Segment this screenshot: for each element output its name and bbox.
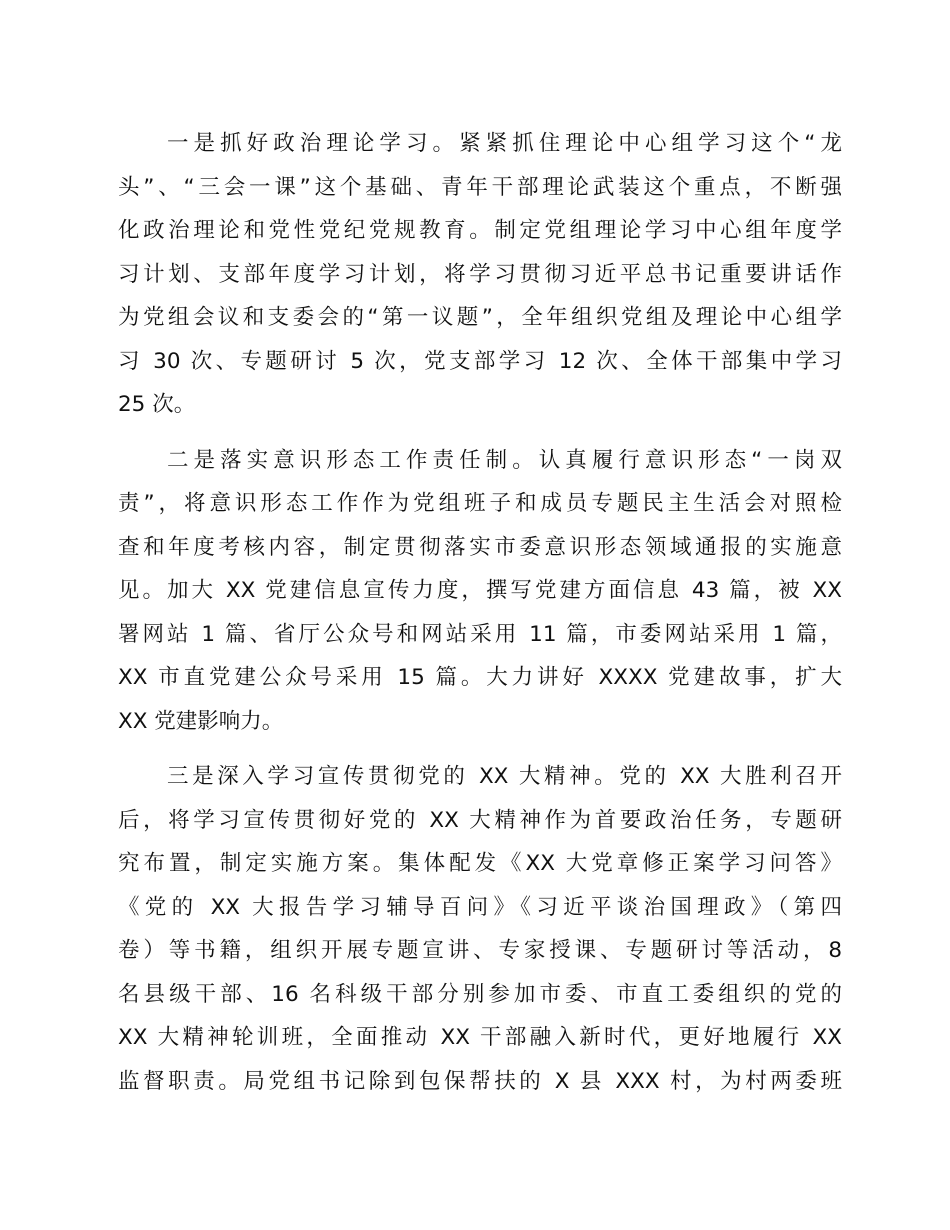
text-line: XX 大精神轮训班，全面推动 XX 干部融入新时代，更好地履行 XX bbox=[118, 1025, 842, 1050]
paragraph-spacer bbox=[118, 743, 842, 755]
text-line: 习 30 次、专题研讨 5 次，党支部学习 12 次、全体干部集中学习 bbox=[118, 348, 842, 374]
text-line: 25 次。 bbox=[118, 392, 196, 417]
text-line: 二是落实意识形态工作责任制。认真履行意识形态“一岗双 bbox=[167, 447, 842, 473]
paragraph-ideology-responsibility bbox=[118, 439, 842, 744]
text-line: 查和年度考核内容，制定贯彻落实市委意识形态领域通报的实施意 bbox=[118, 534, 842, 560]
text-line: 为党组会议和支委会的“第一议题”，全年组织党组及理论中心组学 bbox=[118, 305, 842, 330]
paragraph-spacer bbox=[118, 427, 842, 439]
text-line: 见。加大 XX 党建信息宣传力度，撰写党建方面信息 43 篇，被 XX bbox=[118, 578, 842, 603]
text-line: 一是抓好政治理论学习。紧紧抓住理论中心组学习这个“龙 bbox=[167, 131, 842, 156]
text-line: 监督职责。局党组书记除到包保帮扶的 X 县 XXX 村，为村两委班 bbox=[118, 1068, 842, 1094]
text-line: 头”、“三会一课”这个基础、青年干部理论武装这个重点，不断强 bbox=[118, 174, 842, 200]
text-line: 责”，将意识形态工作作为党组班子和成员专题民主生活会对照检 bbox=[118, 491, 842, 516]
text-line: XX 党建影响力。 bbox=[118, 708, 284, 734]
text-line: 究布置，制定实施方案。集体配发《XX 大党章修正案学习问答》 bbox=[118, 851, 842, 876]
text-line: XX 市直党建公众号采用 15 篇。大力讲好 XXXX 党建故事，扩大 bbox=[118, 665, 842, 690]
text-line: 卷）等书籍，组织开展专题宣讲、专家授课、专题研讨等活动，8 bbox=[118, 938, 842, 963]
text-line: 名县级干部、16 名科级干部分别参加市委、市直工委组织的党的 bbox=[118, 981, 842, 1007]
text-line: 三是深入学习宣传贯彻党的 XX 大精神。党的 XX 大胜利召开 bbox=[167, 764, 842, 789]
text-line: 《党的 XX 大报告学习辅导百问》《习近平谈治国理政》（第四 bbox=[118, 894, 842, 920]
paragraph-congress-spirit bbox=[118, 755, 842, 1103]
text-line: 署网站 1 篇、省厅公众号和网站采用 11 篇，市委网站采用 1 篇， bbox=[118, 621, 842, 647]
text-line: 化政治理论和党性党纪党规教育。制定党组理论学习中心组年度学 bbox=[118, 218, 842, 243]
text-line: 后，将学习宣传贯彻好党的 XX 大精神作为首要政治任务，专题研 bbox=[118, 807, 842, 833]
document-body bbox=[118, 122, 842, 1103]
paragraph-political-theory bbox=[118, 122, 842, 427]
text-line: 习计划、支部年度学习计划，将学习贯彻习近平总书记重要讲话作 bbox=[118, 261, 842, 287]
